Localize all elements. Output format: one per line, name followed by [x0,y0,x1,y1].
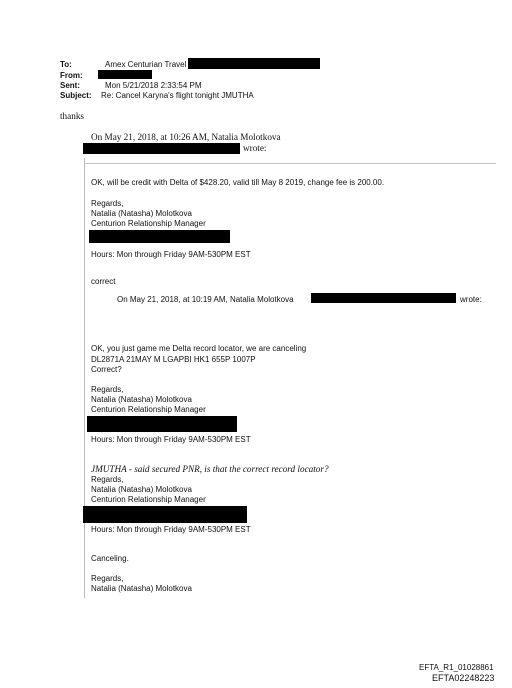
sig1-hours: Hours: Mon through Friday 9AM-530PM EST [91,250,251,259]
sig2-name: Natalia (Natasha) Molotkova [91,395,192,404]
sig3-hours: Hours: Mon through Friday 9AM-530PM EST [91,525,251,534]
redaction-from [98,70,152,79]
to-value: Amex Centurian Travel [105,60,187,69]
quote1-wrote: wrote: [243,143,267,153]
redaction-quote1-email [83,143,240,154]
msg2-line1: OK, you just game me Delta record locator, we are canceling [91,344,307,353]
msg2-line3: Correct? [91,365,122,374]
subject-value: Re: Cancel Karyna's flight tonight JMUTHA [101,91,254,100]
sig3-name: Natalia (Natasha) Molotkova [91,485,192,494]
quote-border [84,158,85,598]
jmutha-note: JMUTHA - said secured PNR, is that the correct record locator? [91,464,329,474]
sig3-title: Centurion Relationship Manager [91,495,206,504]
redaction-sig2 [87,416,237,432]
from-label: From: [60,71,83,80]
sig2-title: Centurion Relationship Manager [91,405,206,414]
msg2-line2: DL2871A 21MAY M LGAPBI HK1 655P 1007P [91,355,256,364]
quote2-intro: On May 21, 2018, at 10:19 AM, Natalia Molotkova [117,295,294,304]
sig1-name: Natalia (Natasha) Molotkova [91,209,192,218]
sig1-title: Centurion Relationship Manager [91,219,206,228]
reply-text: thanks [60,111,84,121]
sig2-hours: Hours: Mon through Friday 9AM-530PM EST [91,435,251,444]
sig2-regards: Regards, [91,385,124,394]
sig4-name: Natalia (Natasha) Molotkova [91,584,192,593]
sent-value: Mon 5/21/2018 2:33:54 PM [105,81,202,90]
subject-label: Subject: [60,91,92,100]
redaction-sig3 [83,506,247,523]
sent-label: Sent: [60,81,80,90]
quote1-intro: On May 21, 2018, at 10:26 AM, Natalia Molotkova [91,132,281,142]
redaction-to [188,58,320,69]
sig4-regards: Regards, [91,574,124,583]
quote2-wrote: wrote: [460,295,482,304]
redaction-sig1 [89,230,230,243]
footer-ref2: EFTA02248223 [432,673,495,683]
msg1-line1: OK, will be credit with Delta of $428.20, valid till May 8 2019, change fee is 200.00. [91,178,385,187]
sig1-regards: Regards, [91,199,124,208]
to-label: To: [60,60,72,69]
sig3-regards: Regards, [91,475,124,484]
footer-ref1: EFTA_R1_01028861 [419,663,494,672]
quote-divider [84,163,496,164]
correct-text: correct [91,277,116,286]
redaction-quote2-email [311,293,456,303]
canceling-text: Canceling. [91,554,129,563]
